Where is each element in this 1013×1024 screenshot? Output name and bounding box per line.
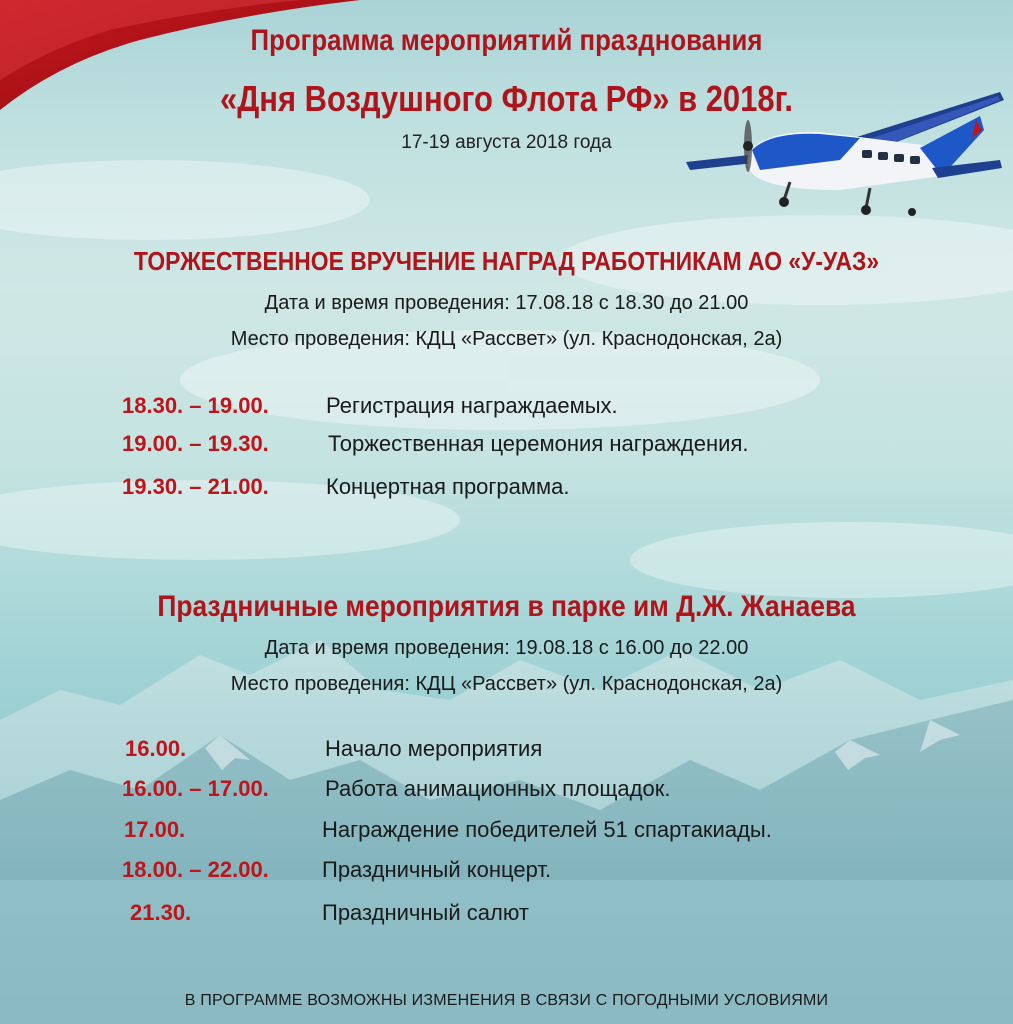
schedule-event: Праздничный салют <box>322 900 529 925</box>
schedule-time: 17.00. <box>124 817 186 842</box>
schedule-time: 18.30. – 19.00. <box>122 393 269 418</box>
page-title-line2: «Дня Воздушного Флота РФ» в 2018г. <box>219 78 793 119</box>
schedule-time: 16.00. <box>125 736 187 761</box>
schedule-event: Концертная программа. <box>326 474 570 499</box>
section1-datetime: Дата и время проведения: 17.08.18 с 18.30 до 21.00 <box>264 292 749 314</box>
schedule-time: 16.00. – 17.00. <box>122 776 269 801</box>
section2-place: Место проведения: КДЦ «Рассвет» (ул. Краснодонская, 2а) <box>230 673 783 695</box>
schedule-time: 18.00. – 22.00. <box>122 857 269 882</box>
page-title-line1: Программа мероприятий празднования <box>250 24 763 57</box>
section2-title: Праздничные мероприятия в парке им Д.Ж. Жанаева <box>157 590 856 623</box>
schedule-event: Работа анимационных площадок. <box>325 776 671 801</box>
schedule-time: 19.00. – 19.30. <box>122 431 269 456</box>
event-dates: 17-19 августа 2018 года <box>401 132 612 153</box>
schedule-event: Праздничный концерт. <box>322 857 552 882</box>
section1-title: ТОРЖЕСТВЕННОЕ ВРУЧЕНИЕ НАГРАД РАБОТНИКАМ АО «У-УАЗ» <box>133 246 880 276</box>
section2-datetime: Дата и время проведения: 19.08.18 с 16.00 до 22.00 <box>264 637 749 659</box>
schedule-event: Торжественная церемония награждения. <box>328 431 749 456</box>
schedule-event: Регистрация награждаемых. <box>326 393 618 418</box>
schedule-time: 19.30. – 21.00. <box>122 474 269 499</box>
schedule-time: 21.30. <box>130 900 192 925</box>
schedule-event: Награждение победителей 51 спартакиады. <box>322 817 772 842</box>
schedule-event: Начало мероприятия <box>325 736 543 761</box>
section1-place: Место проведения: КДЦ «Рассвет» (ул. Краснодонская, 2а) <box>230 328 783 350</box>
weather-disclaimer: В ПРОГРАММЕ ВОЗМОЖНЫ ИЗМЕНЕНИЯ В СВЯЗИ С ПОГОДНЫМИ УСЛОВИЯМИ <box>184 992 829 1009</box>
